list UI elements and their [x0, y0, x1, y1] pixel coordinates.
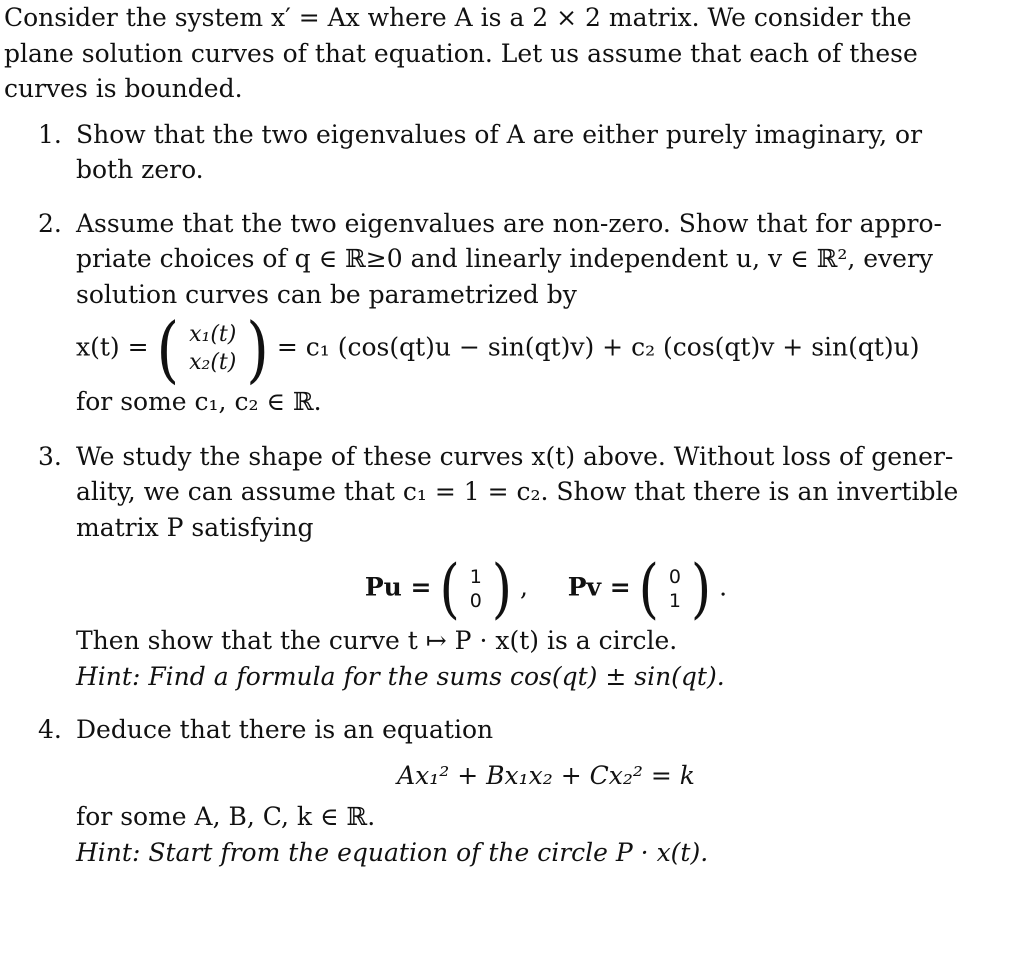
pv-vector — [638, 551, 712, 627]
right-parenthesis: ) — [491, 551, 513, 627]
intro-line-2: plane solution curves of that equation. Let us assume that each of these — [4, 38, 918, 68]
vector-entries — [187, 321, 238, 377]
left-parenthesis: ( — [439, 551, 460, 627]
matrix-equation — [76, 551, 1016, 627]
item-2-line-1: Assume that the two eigenvalues are non-zero. Show that for appro- — [76, 208, 942, 238]
vector-top-entry: x₁(t) — [189, 322, 237, 347]
item-4-after-line-1: for some A, B, C, k ∈ ℝ. — [76, 802, 376, 831]
vector-entries — [468, 565, 484, 613]
intro-line-3: curves is bounded. — [4, 74, 243, 103]
item-3-line-1: We study the shape of these curves x(t) above. Without loss of gener- — [76, 441, 954, 471]
item-1-line-2: both zero. — [76, 155, 204, 184]
vector-entries — [667, 565, 683, 613]
item-number: 2. — [38, 208, 62, 238]
quadratic-equation-text: Ax₁² + Bx₁x₂ + Cx₂² = k — [397, 760, 695, 790]
vector-bottom-entry: 0 — [469, 590, 482, 612]
document-page — [4, 0, 1016, 958]
vector-bottom-entry: x₂(t) — [189, 350, 237, 375]
quadratic-equation — [76, 758, 1016, 794]
exercise-item-2 — [38, 206, 1016, 420]
state-vector — [156, 306, 269, 392]
pv-label: Pv = — [567, 572, 631, 602]
exercise-item-1 — [38, 117, 1016, 188]
left-parenthesis: ( — [638, 551, 659, 627]
vector-bottom-entry: 1 — [668, 590, 681, 612]
item-number: 3. — [38, 441, 62, 471]
right-parenthesis: ) — [690, 551, 712, 627]
equation-end-mark: . — [719, 572, 728, 602]
item-2-line-3: solution curves can be parametrized by — [76, 279, 577, 309]
equation-rhs: = c₁ (cos(qt)u − sin(qt)v) + c₂ (cos(qt)v + sin(qt)u) — [276, 332, 920, 362]
item-3-line-2: ality, we can assume that c₁ = 1 = c₂. Show that there is an invertible — [76, 477, 959, 506]
intro-line-1: Consider the system x′ = Ax where A is a 2 × 2 matrix. We consider the — [4, 3, 912, 32]
pu-label: Pu = — [364, 572, 432, 602]
item-3-hint: Hint: Find a formula for the sums cos(qt) ± sin(qt). — [76, 661, 725, 691]
item-2-after-text: for some c₁, c₂ ∈ ℝ. — [76, 387, 322, 416]
exercise-item-3 — [38, 439, 1016, 695]
item-3-after-line-1: Then show that the curve t ↦ P · x(t) is a circle. — [76, 626, 678, 655]
parametrization-equation — [76, 306, 1016, 392]
item-1-line-1: Show that the two eigenvalues of A are either purely imaginary, or — [76, 119, 923, 149]
vector-top-entry: 1 — [469, 566, 482, 588]
vector-separator: , — [520, 572, 528, 602]
equation-lhs: x(t) = — [76, 332, 149, 362]
right-parenthesis: ) — [246, 306, 269, 392]
pu-vector — [439, 551, 513, 627]
item-3-line-3: matrix P satisfying — [76, 512, 314, 542]
item-number: 4. — [38, 715, 62, 744]
item-4-hint: Hint: Start from the equation of the circle P · x(t). — [76, 837, 709, 867]
item-4-line-1: Deduce that there is an equation — [76, 715, 494, 744]
item-2-line-2: priate choices of q ∈ ℝ≥0 and linearly independent u, v ∈ ℝ², every — [76, 244, 934, 273]
exercise-item-4 — [38, 712, 1016, 870]
left-parenthesis: ( — [156, 306, 180, 392]
intro-paragraph — [4, 0, 1016, 107]
vector-top-entry: 0 — [668, 566, 681, 588]
item-number: 1. — [38, 119, 62, 149]
